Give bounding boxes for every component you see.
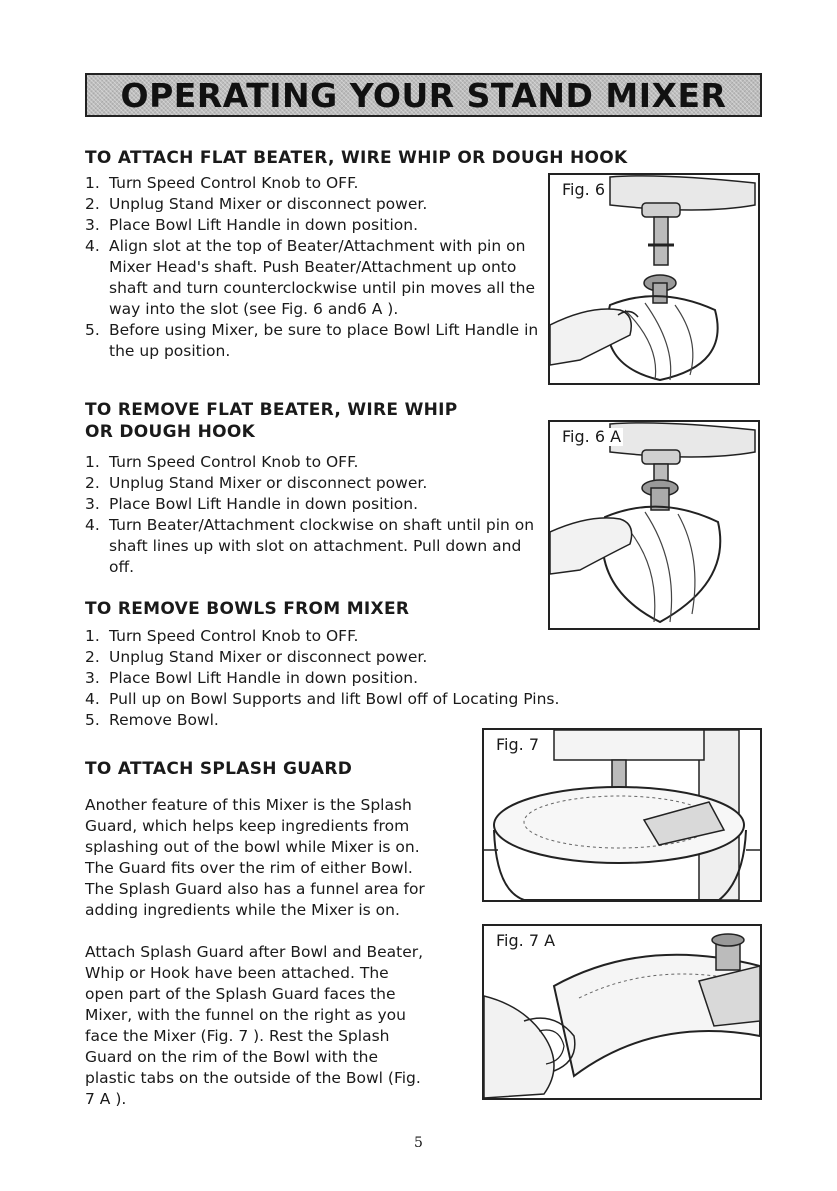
- figure-7: [482, 728, 762, 902]
- figure-6: [548, 173, 760, 385]
- list-item: 5. Remove Bowl.: [85, 711, 219, 729]
- paragraph-splash-guard-1: Another feature of this Mixer is the Splash Guard, which helps keep ingredients from splashing out of the bowl while Mixer is on. The Guard fits over the rim of either Bowl. The Splash Guard also has a funnel area for adding ingredients while the Mixer is on.: [85, 796, 425, 919]
- beater-attach-illustration: [550, 175, 758, 383]
- list-item: 2. Unplug Stand Mixer or disconnect power.: [85, 195, 428, 213]
- list-item: 1. Turn Speed Control Knob to OFF.: [85, 174, 359, 192]
- heading-remove-beater-1: TO REMOVE FLAT BEATER, WIRE WHIP: [85, 400, 458, 420]
- splash-guard-illustration: [484, 730, 760, 900]
- heading-remove-bowls: TO REMOVE BOWLS FROM MIXER: [85, 599, 410, 619]
- steps-remove-bowls: [85, 626, 765, 731]
- list-item: 5. Before using Mixer, be sure to place Bowl Lift Handle in the up position.: [85, 321, 539, 360]
- list-item: 1. Turn Speed Control Knob to OFF.: [85, 453, 359, 471]
- paragraph-splash-guard-2: Attach Splash Guard after Bowl and Beater, Whip or Hook have been attached. The open part of the Splash Guard faces the Mixer, with the funnel on the right as you face the Mixer (Fig. 7 ). Rest the Splash Guard on the rim of the Bowl with the plastic tabs on the outside of the Bowl (Fig. 7 A ).: [85, 943, 424, 1108]
- list-item: 4. Pull up on Bowl Supports and lift Bowl off of Locating Pins.: [85, 690, 560, 708]
- steps-remove-beater: [85, 452, 540, 578]
- list-item: 3. Place Bowl Lift Handle in down position.: [85, 669, 419, 687]
- list-item: 2. Unplug Stand Mixer or disconnect power.: [85, 474, 428, 492]
- page-title: OPERATING YOUR STAND MIXER: [120, 75, 727, 115]
- beater-remove-illustration: [550, 422, 758, 628]
- list-item: 2. Unplug Stand Mixer or disconnect power.: [85, 648, 428, 666]
- figure-7-caption: Fig. 7: [496, 735, 539, 754]
- figure-6a-caption: Fig. 6 A: [562, 427, 622, 446]
- list-item: 3. Place Bowl Lift Handle in down position.: [85, 216, 419, 234]
- figure-7a: [482, 924, 762, 1100]
- figure-6-caption: Fig. 6: [562, 180, 605, 199]
- heading-splash-guard: TO ATTACH SPLASH GUARD: [85, 759, 353, 779]
- list-item: 3. Place Bowl Lift Handle in down position.: [85, 495, 419, 513]
- list-item: 4. Turn Beater/Attachment clockwise on shaft until pin on shaft lines up with slot on attachment. Pull down and off.: [85, 516, 535, 576]
- figure-7a-caption: Fig. 7 A: [496, 931, 556, 950]
- figure-6a: [548, 420, 760, 630]
- heading-remove-beater-2: OR DOUGH HOOK: [85, 422, 256, 442]
- title-banner: [85, 73, 762, 117]
- heading-attach: TO ATTACH FLAT BEATER, WIRE WHIP OR DOUGH HOOK: [85, 148, 628, 168]
- page-number: 5: [414, 1135, 423, 1151]
- list-item: 4. Align slot at the top of Beater/Attachment with pin on Mixer Head's shaft. Push Beater/Attachment up onto shaft and turn counterclockwise until pin moves all the way into the slot (see Fig. 6 and6 A ).: [85, 237, 535, 318]
- list-item: 1. Turn Speed Control Knob to OFF.: [85, 627, 359, 645]
- steps-attach: [85, 173, 540, 362]
- splash-guard-tabs-illustration: [484, 926, 760, 1098]
